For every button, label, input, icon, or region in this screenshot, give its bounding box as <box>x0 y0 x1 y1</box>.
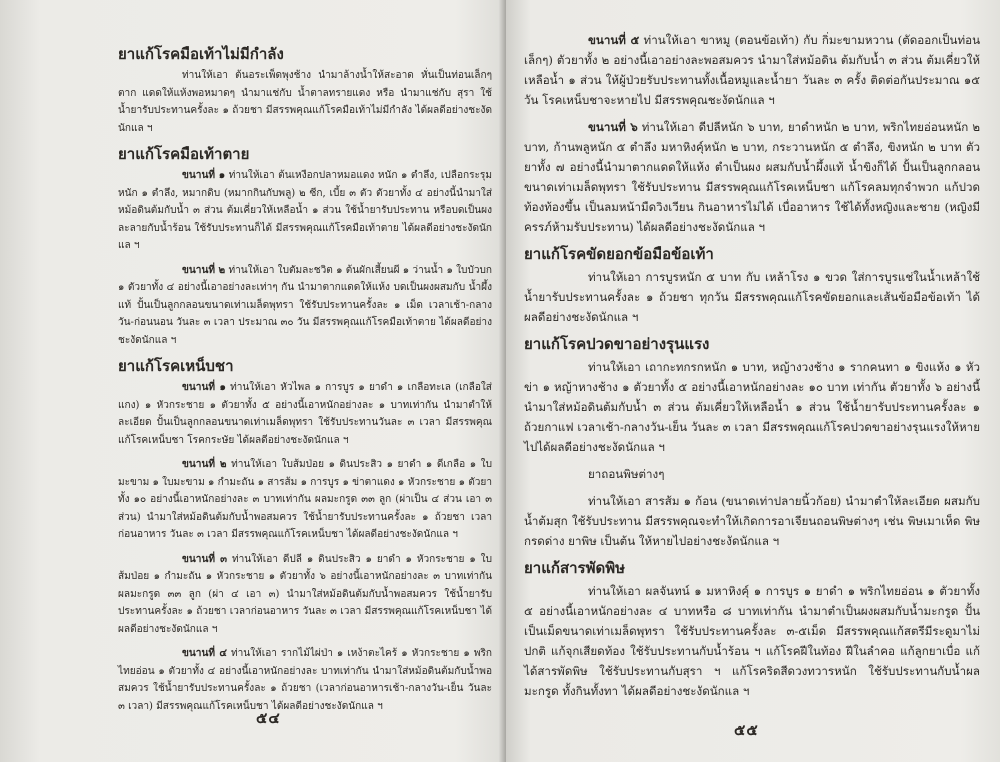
recipe-text: ท่านให้เอา การบูรหนัก ๕ บาท กับ เหล้าโรง ๑ ขวด ใส่การบูรแช่ในน้ำเหล้าใช้น้ำยารับประทานครั้งละ ๑ ถ้วยชา ทุกวัน มีสรรพคุณแก้โรคขัดยอกและเส้นข้อมือข้อเท้า ได้ผลดีอย่างชะงัดนักแล ฯ <box>524 270 980 324</box>
recipe-text: ท่านให้เอา ใบตัมละชวิต ๑ ต้นผักเสี้ยนผี ๑ ว่านน้ำ ๑ ใบบัวบก ๑ ตัวยาทั้ง ๔ อย่างนี้เอาอย่างละเท่าๆ กัน นำมาตากแดดให้แห้ง บดเป็นผงผสมกับ น้ำผึ้งแท้ ปั้นเป็นลูกกลอนขนาดเท่าเมล็ดพุทรา ใช้รับประทานครั้งละ ๑ เม็ด เวลาเช้า-กลางวัน-ก่อนนอน วันละ ๓ เวลา ประมาณ ๓๐ วัน มีสรรพคุณแก้โรคมือเท้าตาย ได้ผลดีอย่างชะงัดนักแล ฯ <box>118 264 492 346</box>
recipe-text: ท่านให้เอา สารส้ม ๑ ก้อน (ขนาดเท่าปลายนิ้วก้อย) นำมาตำให้ละเอียด ผสมกับน้ำต้มสุก ใช้รับประทาน มีสรรพคุณจะทำให้เกิดการอาเจียนถอนพิษต่างๆ เช่น พิษเมาเห็ด พิษกรดด่าง ยาพิษ เป็นต้น ให้หายไปอย่างชะงัดนักแล ฯ <box>524 494 980 548</box>
formula-label: ขนานที่ ๕ <box>588 33 640 47</box>
recipe-text: ยาถอนพิษต่างๆ <box>588 467 665 481</box>
section-heading: ยาแก้โรคขัดยอกข้อมือข้อเท้า <box>524 245 714 263</box>
formula-label: ขนานที่ ๒ <box>182 459 227 470</box>
formula-label: ขนานที่ ๓ <box>182 553 228 565</box>
formula-label: ขนานที่ ๒ <box>182 264 226 276</box>
page-number: ๕๔ <box>256 709 281 727</box>
recipe-text: ท่านให้เอา หัวไพล ๑ การบูร ๑ ยาดำ ๑ เกลือทะเล (เกลือใส่แกง) ๑ หัวกระชาย ๑ ตัวยาทั้ง ๕ อย่างนี้เอาหนักอย่างละ ๑ บาทเท่ากัน นำมาตำให้ละเอียด ปั้นเป็นลูกกลอนขนาดเท่าเมล็ดพุทรา ใช้รับประทานวันละ ๓ เวลา มีสรรพคุณแก้โรคเหน็บชา โรคกระษัย ได้ผลดีอย่างชะงัดนักแล ฯ <box>118 382 492 446</box>
right-page <box>506 0 1000 762</box>
recipe-paragraph <box>524 30 980 110</box>
recipe-text: ท่านให้เอา รากไม้ไผ่ป่า ๑ เหง้าตะไคร้ ๑ หัวกระชาย ๑ พริกไทยอ่อน ๑ ตัวยาทั้ง ๔ อย่างนี้เอาหนักอย่างละ บาทเท่ากัน นำมาใส่หม้อดินต้มกับน้ำพอสมควร ใช้น้ำยารับประทานครั้งละ ๑ ถ้วยชา (เวลาก่อนอาหารเช้า-กลางวัน-เย็น วันละ ๓ เวลา) มีสรรพคุณแก้โรคเหน็บชา ได้ผลดีอย่างชะงัดนักแล ฯ <box>118 648 492 712</box>
recipe-paragraph <box>524 117 980 237</box>
formula-label: ขนานที่ ๑ <box>182 170 226 181</box>
recipe-text: ท่านให้เอา ดีปลีหนัก ๖ บาท, ยาดำหนัก ๒ บาท, พริกไทยอ่อนหนัก ๒ บาท, ก้านพลูหนัก ๕ ตำลึง มหาหิงคุ์หนัก ๒ บาท, กระวานหนัก ๕ ตำลึง, ขิงหนัก ๒ บาท ตัวยาทั้ง ๗ อย่างนี้นำมาตากแดดให้แห้ง ตำเป็นผง ผสมกับน้ำผึ้งแท้ น้ำขิงก็ได้ ปั้นเป็นลูกกลอนขนาดเท่าเมล็ดพุทรา ใช้รับประทาน มีสรรพคุณแก้โรคเหน็บชา แก้โรคลมทุกจำพวก แก้ปวดท้องท้องขึ้น เป็นลมหน้ามืดวิงเวียน กินอาหารไม่ได้ เบื่ออาหาร ใช้ได้ทั้งหญิงและชาย (หญิงมีครรภ์ห้ามรับประทาน) ได้ผลดีอย่างชะงัดนักแล ฯ <box>524 120 981 234</box>
recipe-paragraph <box>118 551 492 639</box>
section-heading: ยาแก้โรคปวดขาอย่างรุนแรง <box>524 335 710 353</box>
recipe-text: ท่านให้เอา เถากะทกรกหนัก ๑ บาท, หญ้างวงช้าง ๑ รากคนทา ๑ ขิงแห้ง ๑ หัวข่า ๑ หญ้าหางช้าง ๑ ตัวยาทั้ง ๕ อย่างนี้เอาหนักอย่างละ ๑๐ บาท เท่ากัน ตัวยาทั้ง ๖ อย่างนี้นำมาใส่หม้อดินต้มกับน้ำ ๓ ส่วน ต้มเคี่ยวให้เหลือน้ำ ๑ ส่วน ใช้น้ำยารับประทานครั้งละ ๑ ถ้วยกาแฟ เวลาเช้า-กลางวัน-เย็น วันละ ๓ เวลา มีสรรพคุณแก้โรคปวดขาอย่างรุนแรงให้หายไปได้ผลดีอย่างชะงัดนักแล ฯ <box>524 360 980 454</box>
formula-label: ขนานที่ ๖ <box>588 120 638 134</box>
recipe-paragraph <box>118 167 492 255</box>
recipe-paragraph <box>524 491 980 551</box>
recipe-paragraph <box>118 379 492 449</box>
section-heading: ยาแก้โรคเหน็บชา <box>118 357 234 375</box>
section-heading: ยาแก้สารพัดพิษ <box>524 559 626 577</box>
formula-label: ขนานที่ ๑ <box>182 382 226 393</box>
recipe-paragraph <box>524 581 980 701</box>
recipe-text: ท่านให้เอา ขาหมู (ตอนข้อเท้า) กับ กิ่มะขามหวาน (ตัดออกเป็นท่อนเล็กๆ) ตัวยาทั้ง ๒ อย่างนี้เอาอย่างละพอสมควร นำมาใส่หม้อดิน ต้มกับน้ำ ๓ ส่วน ต้มเคี่ยวให้เหลือน้ำ ๑ ส่วน ให้ผู้ป่วยรับประทานทั้งเนื้อหมูและน้ำยา วันละ ๓ ครั้ง ติดต่อกันประมาณ ๑๕ วัน โรคเหน็บชาจะหายไป มีสรรพคุณชะงัดนักแล ฯ <box>524 33 980 107</box>
right-page-content <box>524 30 980 701</box>
recipe-paragraph <box>118 645 492 715</box>
recipe-paragraph <box>524 267 980 327</box>
recipe-text: ท่านให้เอา ผลจันทน์ ๑ มหาหิงคุ์ ๑ การบูร ๑ ยาดำ ๑ พริกไทยอ่อน ๑ ตัวยาทั้ง ๕ อย่างนี้เอาหนักอย่างละ ๔ บาทหรือ ๘ บาทเท่ากัน นำมาตำเป็นผงผสมกับน้ำมะกรูด ปั้นเป็นเม็ดขนาดเท่าเมล็ดพุทรา ใช้รับประทานครั้งละ ๓-๕เม็ด มีสรรพคุณแก้สตรีมีระดูมาไม่ปกติ แก้จุกเสียดท้อง ใช้รับประทานกับน้ำร้อน ฯ แก้โรคฝีในท้อง ฝีในลำคอ แก้ลูกยาเบื่อ แก้ได้สารพัดพิษ ใช้รับประทานกับสุรา ฯ แก้โรคริดสีดวงทวารหนัก ใช้รับประทานกับน้ำผลมะกรูด ทั้งกินทั้งทา ได้ผลดีอย่างชะงัดนักแล ฯ <box>524 584 980 698</box>
section-heading: ยาแก้โรคมือเท้าตาย <box>118 145 250 163</box>
recipe-text: ท่านให้เอา ต้นอระเพ็ดพุงช้าง นำมาล้างน้ำให้สะอาด หั่นเป็นท่อนเล็กๆ ตาก แดดให้แห้งพอหมาดๆ นำมาแช่กับ น้ำตาลทรายแดง หรือ นำมาแช่กับ สุรา ใช้น้ำยารับประทานครั้งละ ๑ ถ้วยชา มีสรรพคุณแก้โรคมือเท้าไม่มีกำลัง ได้ผลดีอย่างชะงัดนักแล ฯ <box>118 70 492 134</box>
recipe-paragraph <box>118 67 492 137</box>
recipe-paragraph <box>524 464 980 484</box>
left-page-content <box>118 44 492 715</box>
recipe-paragraph <box>118 262 492 350</box>
recipe-paragraph <box>524 357 980 457</box>
page-number: ๕๕ <box>734 721 759 739</box>
formula-label: ขนานที่ ๔ <box>182 648 227 659</box>
recipe-text: ท่านให้เอา ต้นเหงือกปลาหมอแดง หนัก ๑ ตำลึง, เปลือกระรุม หนัก ๑ ตำลึง, หมากดิบ (หมากกินกับพลู) ๒ ซีก, เบี้ย ๓ ตัว ตัวยาทั้ง ๔ อย่างนี้นำมาใส่หม้อดินต้มกับน้ำ ๓ ส่วน ต้มเคี่ยวให้เหลือน้ำ ๑ ส่วน ใช้น้ำยารับประทาน หรือบดเป็นผง ละลายกับน้ำร้อน ใช้รับประทานก็ได้ มีสรรพคุณแก้โรคมือเท้าตาย ได้ผลดีอย่างชะงัดนักแล ฯ <box>118 170 492 251</box>
recipe-paragraph <box>118 456 492 544</box>
recipe-text: ท่านให้เอา ดีปลี ๑ ดินประสิว ๑ ยาดำ ๑ หัวกระชาย ๑ ใบส้มป่อย ๑ กำมะถัน ๑ หัวกระชาย ๑ ตัวยาทั้ง ๖ อย่างนี้เอาหนักอย่างละ ๓ บาทเท่ากัน ผลมะกรูด ๓๓ ลูก (ผ่า ๔ เอา ๓) นำมาใส่หม้อดินต้มกับน้ำพอสมควร ใช้น้ำยารับประทานครั้งละ ๑ ถ้วยชา เวลาก่อนอาหาร วันละ ๓ เวลา มีสรรพคุณแก้โรคเหน็บชา ได้ผลดีอย่างชะงัดนักแล ฯ <box>118 553 492 635</box>
section-heading: ยาแก้โรคมือเท้าไม่มีกำลัง <box>118 45 284 63</box>
recipe-text: ท่านให้เอา ใบส้มป่อย ๑ ดินประสิว ๑ ยาดำ ๑ ดีเกลือ ๑ ใบมะขาม ๑ ใบมะขาม ๑ กำมะถัน ๑ สารส้ม ๑ การบูร ๑ ข่าตาแดง ๑ หัวกระชาย ๑ ตัวยาทั้ง ๑๐ อย่างนี้เอาหนักอย่างละ ๓ บาทเท่ากัน ผลมะกรูด ๓๓ ลูก (ผ่าเป็น ๔ ส่วน เอา ๓ ส่วน) นำมาใส่หม้อดินต้มกับน้ำพอสมควร ใช้น้ำยารับประทานครั้งละ ๑ ถ้วยชา เวลาก่อนอาหาร วันละ ๓ เวลา มีสรรพคุณแก้โรคเหน็บชา ได้ผลดีอย่างชะงัดนักแล ฯ <box>118 459 492 540</box>
